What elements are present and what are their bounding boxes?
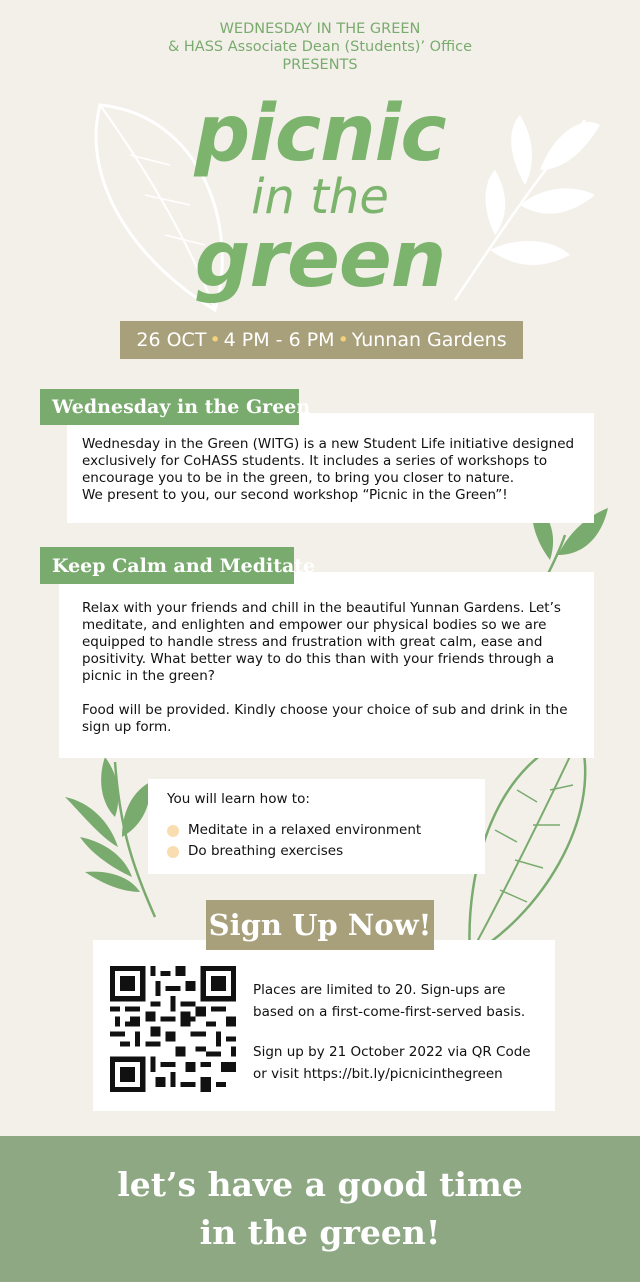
signup-heading: Sign Up Now! (206, 900, 434, 950)
learn-item (167, 820, 477, 841)
signup-paragraph-1: Places are limited to 20. Sign-ups are based on a first-come-first-served basis. (253, 982, 526, 1020)
footer-banner (0, 1136, 640, 1282)
presenter-line-1: WEDNESDAY IN THE GREEN (219, 21, 421, 37)
learn-item (167, 841, 477, 862)
event-time: 4 PM - 6 PM (223, 329, 335, 351)
event-venue: Yunnan Gardens (351, 329, 507, 351)
meditate-paragraph-2: Food will be provided. Kindly choose your choice of sub and drink in the sign up form. (82, 702, 568, 735)
learn-intro: You will learn how to: (167, 791, 310, 807)
title-words-in-the: in the (251, 169, 389, 225)
learn-content (167, 791, 477, 862)
meditate-text (82, 600, 577, 736)
signup-paragraph-2: Sign up by 21 October 2022 via QR Code or visit https://bit.ly/picnicinthegreen (253, 1044, 531, 1082)
title-word-green: green (194, 215, 446, 305)
separator-dot: • (209, 329, 221, 351)
separator-dot: • (337, 329, 349, 351)
witg-heading: Wednesday in the Green (40, 389, 299, 425)
learn-item-text: Meditate in a relaxed environment (188, 822, 422, 838)
signup-qr-code[interactable] (110, 966, 236, 1092)
learn-item-text: Do breathing exercises (188, 843, 344, 859)
event-title (0, 89, 640, 305)
witg-paragraph: Wednesday in the Green (WITG) is a new Student Life initiative designed exclusively for CoHASS students. It includes a series of workshops to encourage you to be in the green, to bring you closer to nature. (82, 436, 575, 486)
meditate-paragraph-1: Relax with your friends and chill in the beautiful Yunnan Gardens. Let’s meditate, and enlighten and empower our physical bodies so we are equipped to handle stress and frustration with great calm, ease and positivity. What better way to do this than with your friends through a picnic in the green? (82, 600, 561, 684)
presenters-header (0, 20, 640, 74)
bullet-dot (167, 825, 179, 837)
learn-list (167, 820, 477, 862)
footer-line-2: in the green! (199, 1213, 441, 1252)
event-info-bar (120, 321, 523, 359)
witg-paragraph-2: We present to you, our second workshop “Picnic in the Green”! (82, 487, 508, 503)
presenter-line-3: PRESENTS (282, 57, 358, 73)
event-date: 26 OCT (136, 329, 207, 351)
presenter-line-2: & HASS Associate Dean (Students)’ Office (167, 39, 473, 55)
title-word-picnic: picnic (194, 89, 446, 179)
bullet-dot (167, 846, 179, 858)
meditate-heading: Keep Calm and Meditate (40, 547, 294, 584)
signup-text (253, 979, 545, 1085)
footer-line-1: let’s have a good time (117, 1165, 523, 1204)
witg-text (82, 436, 587, 504)
